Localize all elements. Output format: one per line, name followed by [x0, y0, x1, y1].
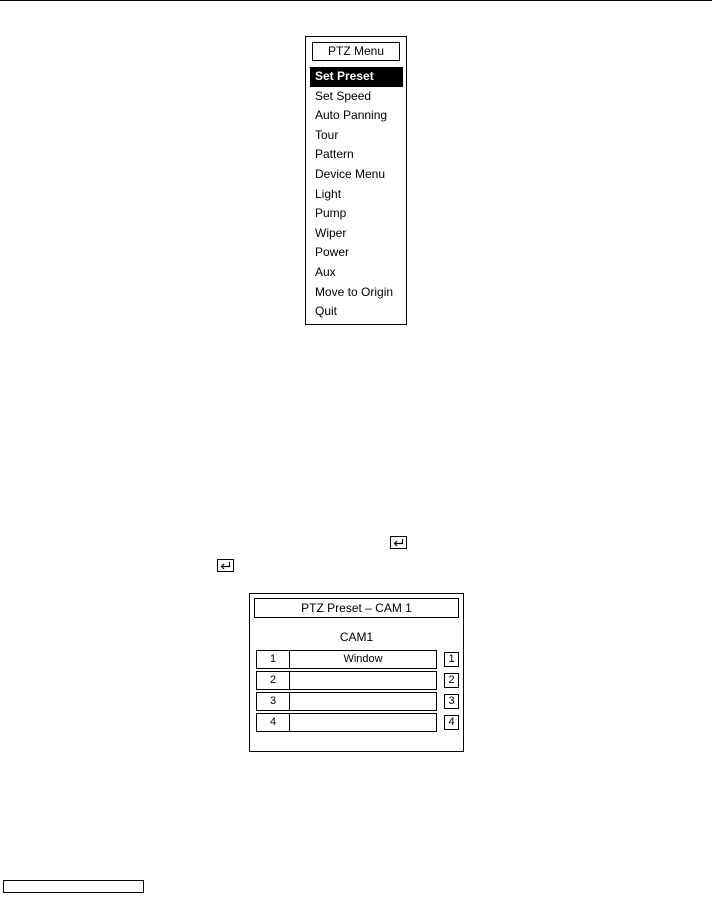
preset-number: 4	[256, 713, 290, 732]
menu-item-set-preset[interactable]: Set Preset	[310, 67, 403, 87]
ptz-menu-title: PTZ Menu	[312, 42, 400, 61]
menu-item-pump[interactable]: Pump	[315, 206, 347, 221]
preset-number: 1	[256, 650, 290, 669]
menu-item-move-to-origin[interactable]: Move to Origin	[315, 284, 394, 299]
menu-item-pattern[interactable]: Pattern	[315, 147, 354, 162]
enter-key-icon	[390, 536, 407, 549]
menu-item-auto-panning[interactable]: Auto Panning	[315, 108, 388, 123]
camera-label: CAM1	[339, 630, 374, 644]
enter-key-icon	[217, 559, 234, 572]
preset-key-button[interactable]: 3	[444, 694, 459, 709]
preset-number: 3	[256, 692, 290, 711]
menu-item-device-menu[interactable]: Device Menu	[315, 166, 386, 181]
preset-name-field[interactable]	[289, 713, 437, 732]
menu-item-power[interactable]: Power	[315, 245, 350, 260]
menu-item-set-speed[interactable]: Set Speed	[315, 88, 372, 103]
preset-key-button[interactable]: 4	[444, 715, 459, 730]
preset-key-button[interactable]: 1	[444, 652, 459, 667]
preset-dialog-title: PTZ Preset – CAM 1	[254, 598, 459, 618]
footer-box	[3, 880, 144, 893]
preset-name-field[interactable]	[289, 692, 437, 711]
menu-item-tour[interactable]: Tour	[315, 127, 339, 142]
ptz-menu-list	[310, 67, 403, 322]
menu-item-aux[interactable]: Aux	[315, 264, 336, 279]
menu-item-light[interactable]: Light	[315, 186, 342, 201]
ptz-menu	[305, 36, 407, 325]
preset-key-button[interactable]: 2	[444, 673, 459, 688]
preset-name-field[interactable]	[289, 671, 437, 690]
menu-item-quit[interactable]: Quit	[315, 304, 338, 319]
ptz-preset-dialog	[249, 593, 464, 752]
top-rule	[0, 0, 712, 1]
menu-item-wiper[interactable]: Wiper	[315, 225, 347, 240]
preset-name-field[interactable]: Window	[289, 650, 437, 669]
preset-number: 2	[256, 671, 290, 690]
